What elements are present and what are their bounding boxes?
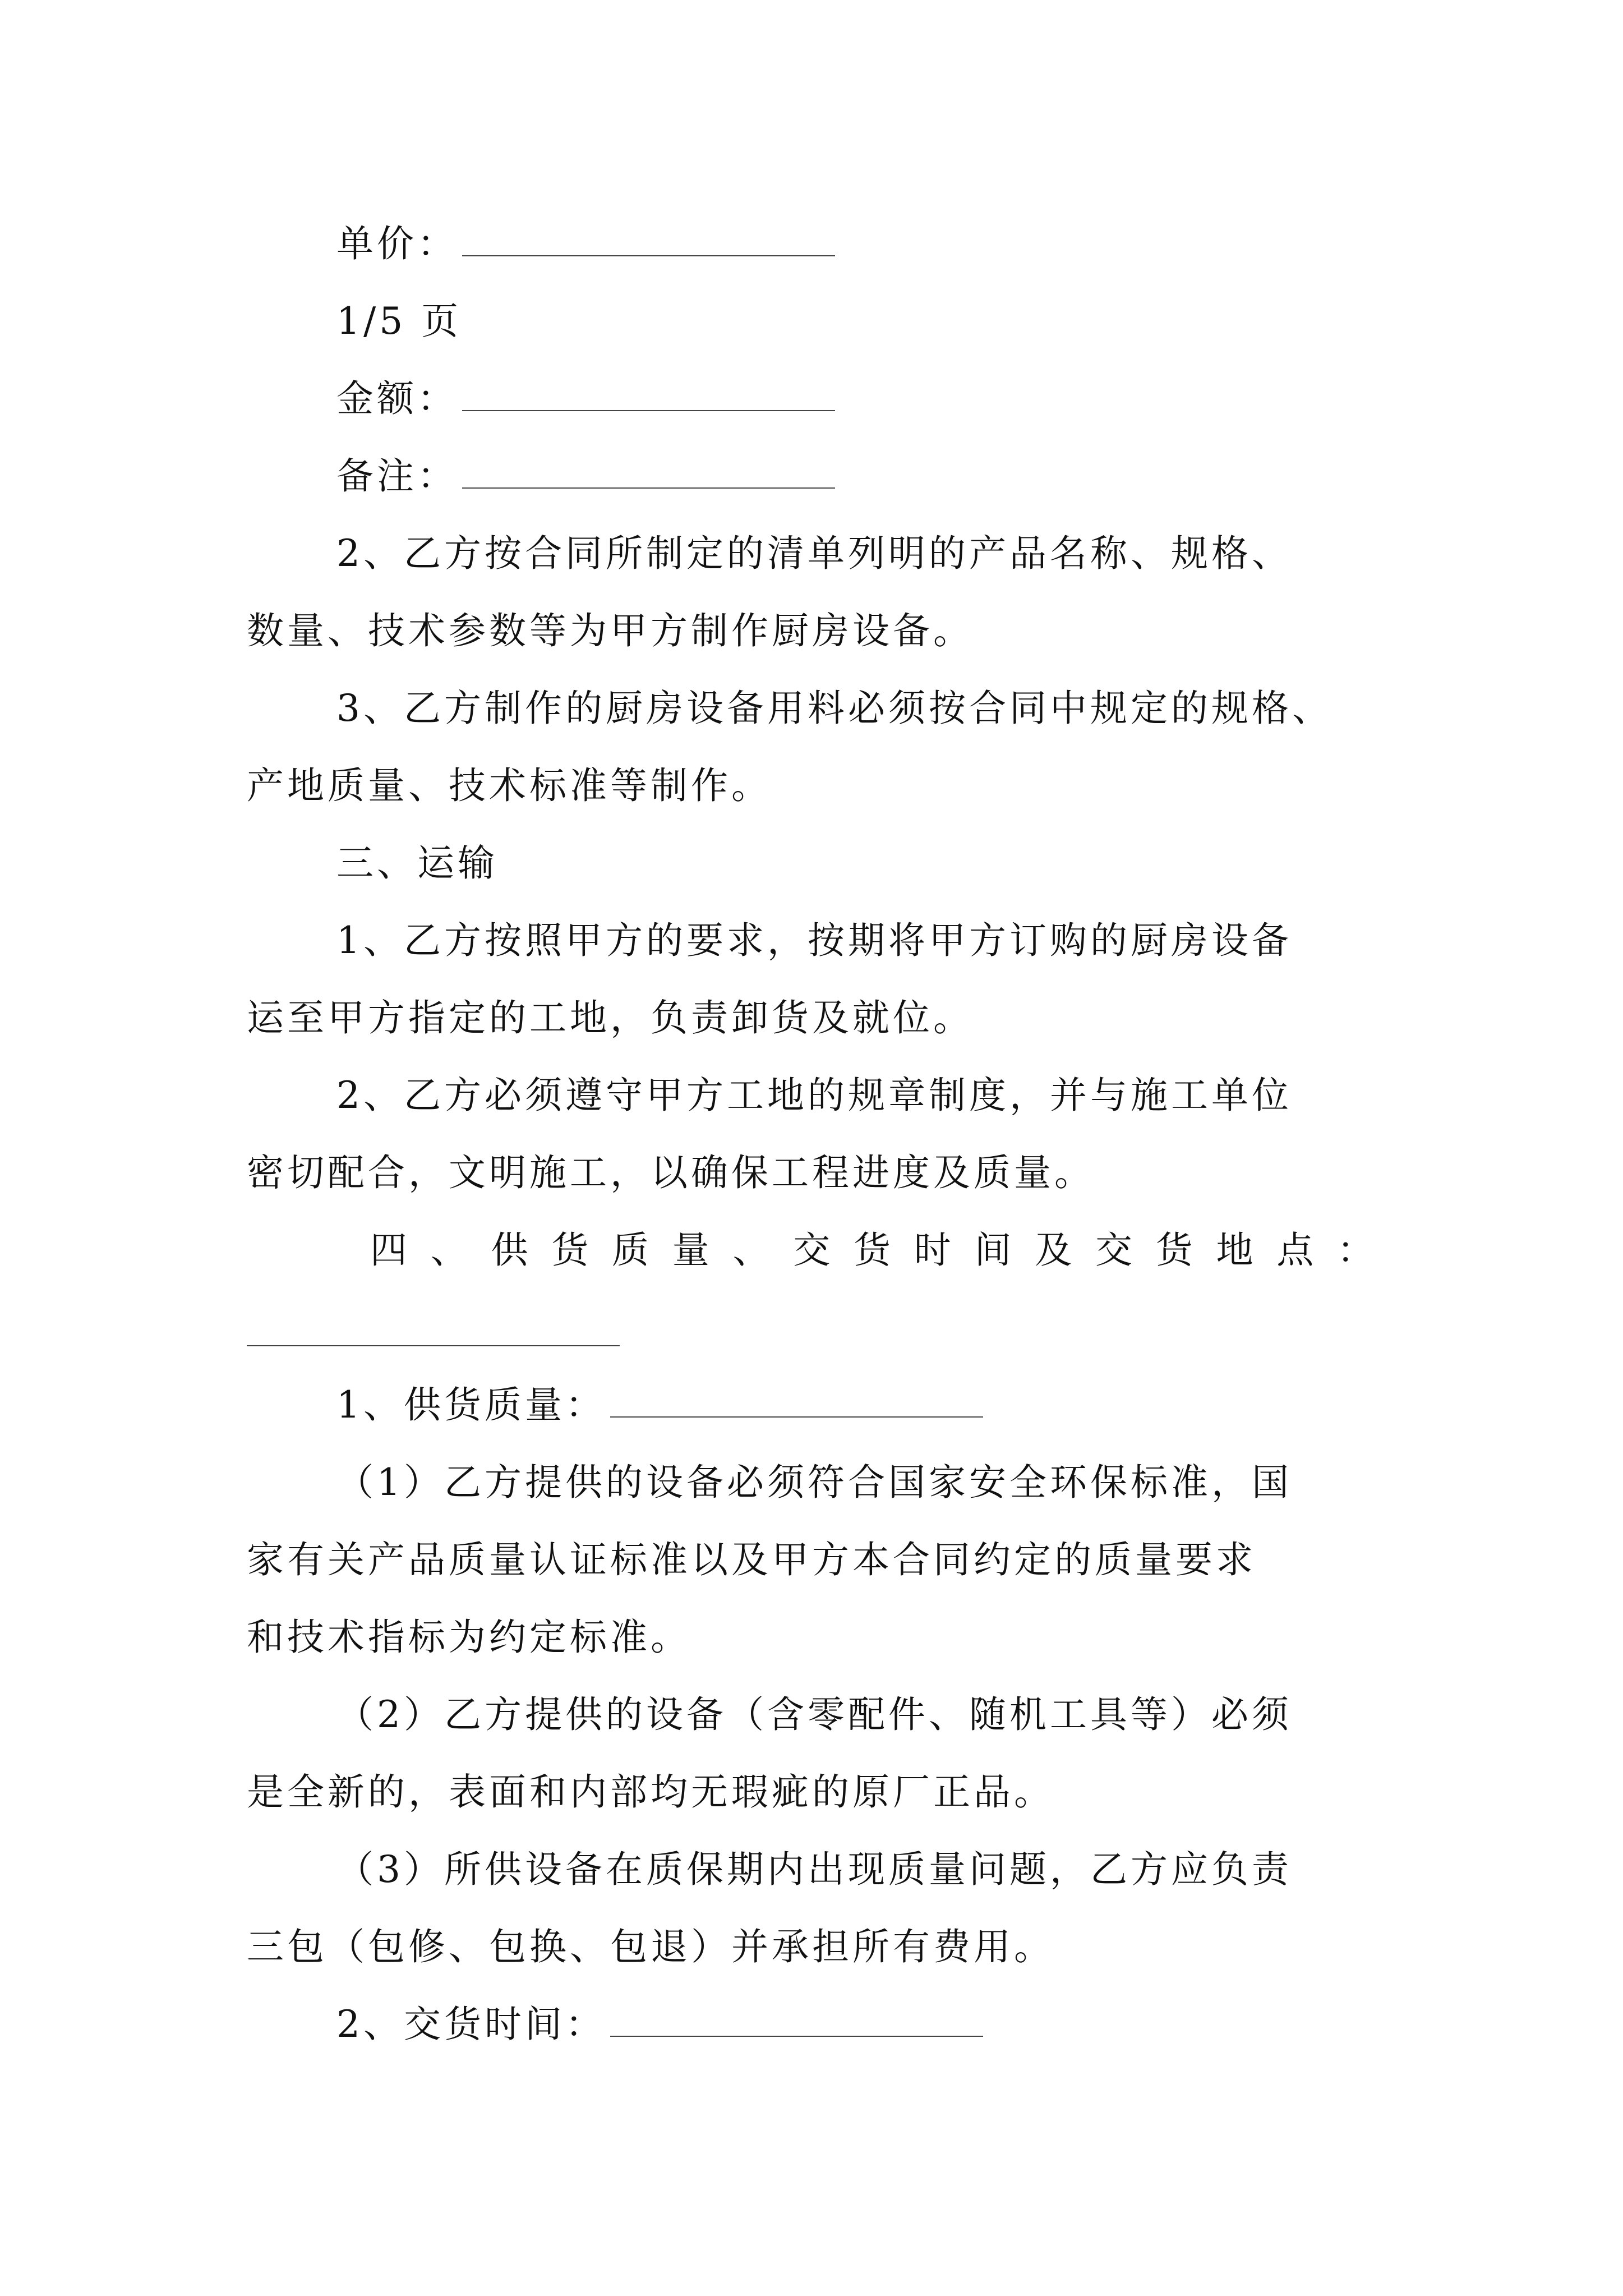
quality-item-2-line-1: （2）乙方提供的设备（含零配件、随机工具等）必须 [336,1693,1292,1736]
paragraph-3-line-2: 产地质量、技术标准等制作。 [247,764,772,807]
paragraph-2-line-1: 2、乙方按合同所制定的清单列明的产品名称、规格、 [336,532,1292,575]
paragraph-2-line-2: 数量、技术参数等为甲方制作厨房设备。 [247,609,974,652]
remark-blank [462,456,835,489]
transport-2-line-1: 2、乙方必须遵守甲方工地的规章制度，并与施工单位 [336,1074,1292,1117]
section-4-blank [247,1345,620,1346]
supply-quality-label: 1、供货质量： [336,1383,606,1427]
quality-item-1-line-3: 和技术指标为约定标准。 [247,1616,691,1659]
transport-1-line-2: 运至甲方指定的工地，负责卸货及就位。 [247,996,974,1039]
delivery-time-blank [610,2004,983,2037]
amount-line [336,376,835,421]
remark-label: 备注： [336,454,458,498]
amount-blank [462,379,835,411]
delivery-time-label: 2、交货时间： [336,2003,606,2046]
quality-item-1-line-1: （1）乙方提供的设备必须符合国家安全环保标准，国 [336,1461,1292,1504]
transport-1-line-1: 1、乙方按照甲方的要求，按期将甲方订购的厨房设备 [336,919,1292,962]
quality-item-2-line-2: 是全新的，表面和内部均无瑕疵的原厂正品。 [247,1770,1054,1814]
unit-price-line [336,222,835,266]
unit-price-label: 单价： [336,222,458,265]
quality-item-3-line-2: 三包（包修、包换、包退）并承担所有费用。 [247,1925,1054,1968]
supply-quality-blank [610,1385,983,1418]
remark-line [336,454,835,499]
section-4-title: 四、供货质量、交货时间及交货地点： [370,1228,1374,1272]
amount-label: 金额： [336,377,458,420]
quality-item-1-line-2: 家有关产品质量认证标准以及甲方本合同约定的质量要求 [247,1538,1256,1581]
transport-2-line-2: 密切配合，文明施工，以确保工程进度及质量。 [247,1151,1095,1194]
unit-price-blank [462,224,835,256]
delivery-time-line [336,2002,983,2047]
supply-quality-line [336,1383,983,1428]
quality-item-3-line-1: （3）所供设备在质保期内出现质量问题，乙方应负责 [336,1848,1292,1891]
section-3-title: 三、运输 [336,841,498,885]
paragraph-3-line-1: 3、乙方制作的厨房设备用料必须按合同中规定的规格、 [336,687,1332,730]
page-indicator: 1/5 页 [336,300,462,343]
